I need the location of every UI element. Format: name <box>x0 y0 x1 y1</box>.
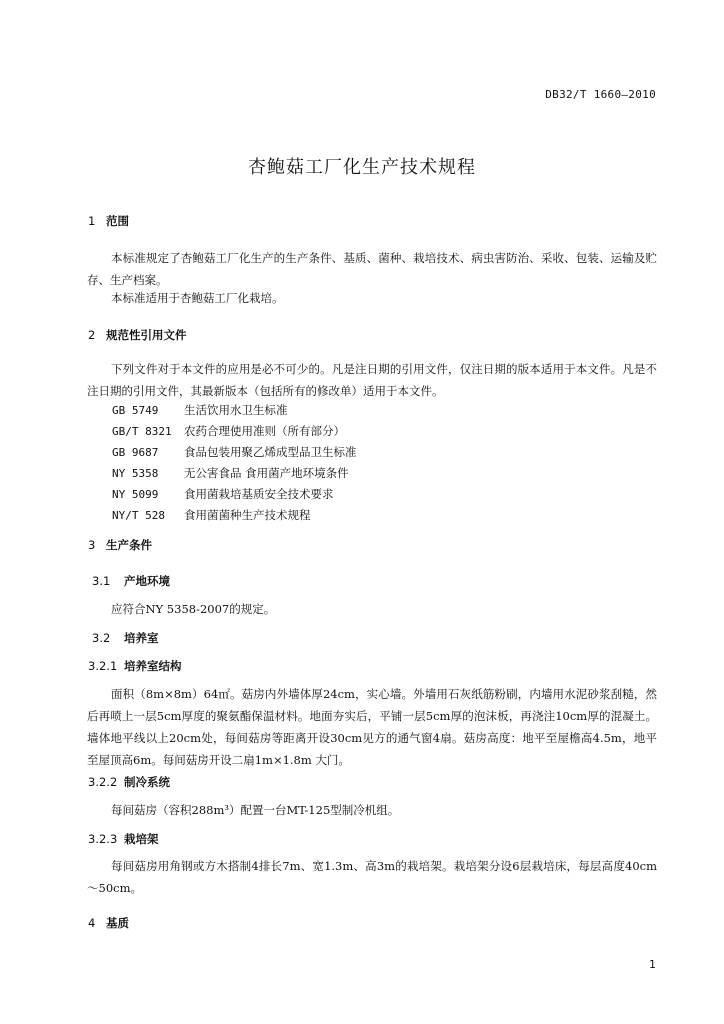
section-title: 制冷系统 <box>124 775 170 789</box>
section-3-2-1-paragraph: 面积（8m×8m）64㎡。菇房内外墙体厚24cm，实心墙。外墙用石灰纸筋粉刷，内墙用水泥砂浆刮糙，然后再喷上一层5cm厚度的聚氨酯保温材料。地面夯实后，平铺一层5cm厚的泡沫板，再浇注10cm厚的混凝土。墙体地平线以上20cm处，每间菇房等距离开设30cm见方的通气窗4扇。菇房高度：地平至屋檐高4.5m，地平至屋顶高6m。每间菇房开设二扇1m×1.8m 大门。 <box>87 687 657 767</box>
list-item <box>112 463 357 484</box>
section-title: 范围 <box>106 214 129 228</box>
section-title: 培养室 <box>124 631 159 645</box>
section-4-heading <box>88 915 129 931</box>
section-number: 3.1 <box>92 574 111 588</box>
section-2-heading <box>88 327 187 343</box>
section-number: 3.2.2 <box>88 775 118 789</box>
reference-code: NY 5358 <box>112 467 159 480</box>
list-item <box>112 400 357 421</box>
section-3-2-3-paragraph: 每间菇房用角钢或方木搭制4排长7m、宽1.3m、高3m的栽培架。栽培架分设6层栽培床，每层高度40cm～50cm。 <box>87 859 657 895</box>
reference-name: 农药合理使用准则（所有部分） <box>184 424 345 438</box>
list-item <box>112 442 357 463</box>
section-number: 3 <box>88 538 96 552</box>
section-number: 3.2 <box>92 631 111 645</box>
reference-name: 食用菌菌种生产技术规程 <box>184 508 311 522</box>
section-3-1-heading <box>92 573 170 589</box>
reference-name: 食用菌栽培基质安全技术要求 <box>184 487 334 501</box>
section-title: 栽培架 <box>124 832 159 846</box>
section-number: 2 <box>88 328 96 342</box>
section-title: 产地环境 <box>124 574 170 588</box>
section-3-1-paragraph: 应符合NY 5358-2007的规定。 <box>111 602 276 616</box>
section-number: 3.2.3 <box>88 832 118 846</box>
reference-list <box>112 400 357 526</box>
list-item <box>112 421 357 442</box>
section-title: 培养室结构 <box>124 659 182 673</box>
section-3-heading <box>88 537 152 553</box>
list-item <box>112 484 357 505</box>
section-title: 规范性引用文件 <box>106 328 187 342</box>
section-3-2-1-heading <box>88 658 182 674</box>
section-3-2-heading <box>92 630 159 646</box>
section-1-paragraph-1: 本标准规定了杏鲍菇工厂化生产的生产条件、基质、菌种、栽培技术、病虫害防治、采收、包装、运输及贮存、生产档案。 <box>87 251 657 287</box>
section-3-2-2-heading <box>88 774 170 790</box>
list-item <box>112 505 357 526</box>
reference-code: GB 5749 <box>112 404 159 417</box>
section-number: 1 <box>88 214 96 228</box>
reference-code: GB/T 8321 <box>112 425 172 438</box>
section-1-paragraph-2: 本标准适用于杏鲍菇工厂化栽培。 <box>111 291 284 305</box>
reference-name: 无公害食品 食用菌产地环境条件 <box>184 466 349 480</box>
document-title: 杏鲍菇工厂化生产技术规程 <box>248 157 476 178</box>
reference-code: NY/T 528 <box>112 509 165 522</box>
reference-name: 生活饮用水卫生标准 <box>184 403 288 417</box>
page-number: 1 <box>649 958 656 971</box>
reference-code: NY 5099 <box>112 488 159 501</box>
section-number: 4 <box>88 916 96 930</box>
section-number: 3.2.1 <box>88 659 118 673</box>
standard-code: DB32/T 1660—2010 <box>545 88 656 101</box>
section-2-paragraph-1: 下列文件对于本文件的应用是必不可少的。凡是注日期的引用文件，仅注日期的版本适用于本文件。凡是不注日期的引用文件，其最新版本（包括所有的修改单）适用于本文件。 <box>87 362 657 398</box>
section-3-2-3-heading <box>88 831 159 847</box>
reference-code: GB 9687 <box>112 446 159 459</box>
reference-name: 食品包装用聚乙烯成型品卫生标准 <box>184 445 357 459</box>
section-title: 生产条件 <box>106 538 152 552</box>
section-title: 基质 <box>106 916 129 930</box>
section-1-heading <box>88 213 129 229</box>
section-3-2-2-paragraph: 每间菇房（容积288m³）配置一台MT-125型制冷机组。 <box>111 803 400 817</box>
